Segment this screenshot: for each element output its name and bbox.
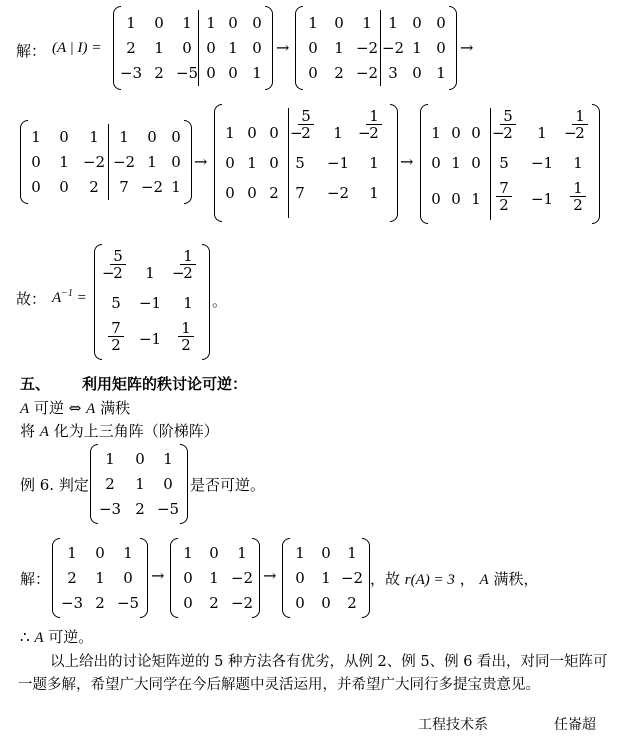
matrix-cell: 0 (451, 124, 461, 142)
fraction (108, 320, 124, 353)
matrix-symbol: A (39, 424, 49, 440)
matrix-cell: 1 (362, 14, 372, 32)
matrix-cell: 0 (206, 64, 216, 82)
rank-matrix-3 (282, 538, 370, 618)
matrix-cell: 0 (247, 124, 257, 142)
matrix-cell: −1 (138, 330, 162, 348)
fraction-numerator: 7 (496, 180, 512, 197)
matrix-cell: 2 (347, 594, 357, 612)
fraction (178, 320, 194, 353)
matrix-cell: 1 (471, 190, 481, 208)
matrix-cell: 1 (154, 39, 164, 57)
rank-matrix-1 (52, 538, 148, 618)
footer-department: 工程技术系 (418, 717, 488, 733)
arrow-icon: → (276, 38, 290, 57)
matrix-augmented-4 (214, 104, 398, 222)
matrix-cell: 1 (295, 544, 305, 562)
fraction-numerator: 1 (178, 320, 194, 337)
matrix-cell: 0 (206, 39, 216, 57)
fraction-denominator: 2 (111, 336, 121, 354)
matrix-cell: 0 (135, 450, 145, 468)
matrix-cell: 0 (451, 190, 461, 208)
matrix-cell: 0 (209, 544, 219, 562)
matrix-cell: −2 (381, 39, 405, 57)
matrix-cell: −5 (175, 64, 199, 82)
matrix-cell: −2 (340, 569, 364, 587)
matrix-cell: 0 (247, 184, 257, 202)
matrix-cell: 0 (171, 128, 181, 146)
matrix-cell: 1 (225, 124, 235, 142)
matrix-cell: 0 (31, 178, 41, 196)
matrix-augmented-2 (295, 6, 457, 90)
matrix-cell: 0 (225, 154, 235, 172)
matrix-cell: 1 (182, 14, 192, 32)
matrix-cell: 0 (431, 190, 441, 208)
matrix-cell: −5 (116, 594, 140, 612)
matrix-cell: 1 (431, 124, 441, 142)
matrix-cell: 3 (388, 64, 398, 82)
fraction-numerator: 1 (180, 248, 196, 265)
fraction (110, 248, 126, 281)
matrix-cell: 1 (369, 154, 379, 172)
rule-line-1 (20, 397, 130, 418)
matrix-cell: 1 (183, 294, 193, 312)
matrix-cell: −2 (230, 594, 254, 612)
matrix-cell: −2 (140, 178, 164, 196)
matrix-cell: 0 (308, 64, 318, 82)
matrix-cell: 0 (228, 64, 238, 82)
matrix-cell: 1 (334, 39, 344, 57)
example6-question: 是否可逆。 (190, 476, 266, 494)
matrix-cell: 1 (321, 569, 331, 587)
matrix-cell: 1 (147, 153, 157, 171)
matrix-cell: −5 (156, 500, 180, 518)
matrix-cell: 0 (412, 64, 422, 82)
matrix-cell: −3 (60, 594, 84, 612)
matrix-cell: 2 (67, 569, 77, 587)
matrix-cell: 1 (119, 128, 129, 146)
rank-conclusion (370, 568, 538, 589)
matrix-cell: 0 (228, 14, 238, 32)
matrix-cell: 1 (333, 124, 343, 142)
matrix-symbol: A (86, 401, 96, 417)
fraction-denominator: 2 (369, 124, 379, 142)
summary-line-1: 以上给出的讨论矩阵逆的 5 种方法各有优劣，从例 2、例 5、例 6 看出，对同一矩阵可 (50, 654, 608, 670)
matrix-cell: 1 (31, 128, 41, 146)
arrow-icon: → (460, 38, 474, 57)
fraction-denominator: 2 (301, 124, 311, 142)
summary-line-2: 一题多解，希望广大同学在今后解题中灵活运用，并希望广大同行多提宝贵意见。 (18, 677, 540, 693)
solution-label: 解： (16, 42, 47, 60)
full-rank-text: 满秩， (493, 570, 539, 588)
matrix-cell: 1 (171, 178, 181, 196)
matrix-cell: −2 (112, 153, 136, 171)
matrix-cell: 1 (95, 569, 105, 587)
matrix-cell: 7 (119, 178, 129, 196)
matrix-cell: 0 (295, 594, 305, 612)
minus-sign: − (358, 124, 371, 142)
fraction (572, 108, 588, 141)
matrix-cell: 1 (347, 544, 357, 562)
matrix-cell: 0 (183, 569, 193, 587)
matrix-cell: 5 (111, 294, 121, 312)
matrix-cell: 1 (451, 154, 461, 172)
example6-matrix (90, 444, 188, 524)
fraction (496, 180, 512, 213)
arrow-icon: → (263, 566, 277, 585)
matrix-cell: 0 (154, 14, 164, 32)
matrix-cell: −1 (530, 154, 554, 172)
fraction-denominator: 2 (183, 264, 193, 282)
augmented-expression: (A | I) = (52, 40, 102, 56)
matrix-cell: 0 (163, 475, 173, 493)
matrix-cell: 1 (163, 450, 173, 468)
fraction-numerator: 1 (366, 108, 382, 125)
conclusion-line (20, 626, 93, 647)
matrix-cell: 0 (412, 14, 422, 32)
matrix-cell: 0 (171, 153, 181, 171)
matrix-cell: 2 (95, 594, 105, 612)
matrix-cell: 1 (209, 569, 219, 587)
matrix-cell: 2 (89, 178, 99, 196)
matrix-cell: 0 (308, 39, 318, 57)
full-rank-text: 满秩 (100, 399, 131, 417)
rank-comma: ， (459, 570, 475, 588)
matrix-symbol: A (34, 630, 44, 646)
matrix-cell: 0 (431, 154, 441, 172)
inverse-base: A (52, 290, 62, 306)
fraction (570, 180, 586, 213)
matrix-cell: 5 (295, 154, 305, 172)
minus-sign: − (102, 264, 115, 282)
matrix-cell: 0 (252, 39, 262, 57)
matrix-cell: 0 (334, 14, 344, 32)
fraction (180, 248, 196, 281)
matrix-cell: 1 (228, 39, 238, 57)
matrix-cell: 7 (295, 184, 305, 202)
matrix-cell: 1 (67, 544, 77, 562)
iff-arrow-icon: ⇔ (68, 399, 82, 417)
matrix-cell: 0 (471, 124, 481, 142)
matrix-cell: 1 (537, 124, 547, 142)
matrix-cell: 0 (95, 544, 105, 562)
matrix-cell: 0 (269, 154, 279, 172)
matrix-cell: 5 (499, 154, 509, 172)
matrix-cell: 2 (154, 64, 164, 82)
equals-sign: = (76, 290, 87, 306)
fraction (298, 108, 314, 141)
matrix-cell: 1 (247, 154, 257, 172)
matrix-cell: 1 (59, 153, 69, 171)
matrix-augmented-3 (20, 120, 192, 204)
fraction-numerator: 5 (298, 108, 314, 125)
matrix-cell: 1 (183, 544, 193, 562)
therefore-icon: ∴ (20, 628, 30, 646)
matrix-cell: 0 (147, 128, 157, 146)
matrix-cell: 1 (145, 264, 155, 282)
fraction-numerator: 5 (500, 108, 516, 125)
matrix-cell: 2 (209, 594, 219, 612)
matrix-cell: 1 (237, 544, 247, 562)
minus-sign: − (172, 264, 185, 282)
matrix-cell: −2 (82, 153, 106, 171)
rank-expression: r(A) = 3 (404, 572, 455, 588)
fraction-denominator: 2 (503, 124, 513, 142)
example6-label: 例 6. 判定 (20, 476, 89, 494)
fraction-denominator: 2 (573, 196, 583, 214)
matrix-cell: 1 (573, 154, 583, 172)
inverse-period: 。 (212, 292, 228, 310)
invertible-text: 可逆 (33, 399, 64, 417)
rank-matrix-2 (170, 538, 260, 618)
matrix-cell: 0 (182, 39, 192, 57)
inverse-exponent: −1 (61, 288, 73, 299)
rule-line-2-prefix: 将 (20, 422, 36, 440)
matrix-cell: 1 (412, 39, 422, 57)
matrix-cell: 1 (308, 14, 318, 32)
matrix-cell: 0 (59, 128, 69, 146)
matrix-cell: 0 (225, 184, 235, 202)
matrix-cell: 0 (295, 569, 305, 587)
matrix-cell: 1 (123, 544, 133, 562)
matrix-cell: −3 (119, 64, 143, 82)
matrix-cell: −1 (530, 190, 554, 208)
matrix-cell: −2 (355, 64, 379, 82)
matrix-cell: 0 (252, 14, 262, 32)
rule-line-2-text: 化为上三角阵（阶梯阵） (53, 422, 219, 440)
footer-author: 任崙超 (554, 717, 596, 733)
matrix-cell: −1 (326, 154, 350, 172)
fraction-numerator: 1 (572, 108, 588, 125)
matrix-cell: 1 (126, 14, 136, 32)
fraction-denominator: 2 (113, 264, 123, 282)
arrow-icon: → (151, 566, 165, 585)
matrix-augmented-5 (420, 104, 600, 224)
matrix-cell: 0 (183, 594, 193, 612)
fraction-denominator: 2 (499, 196, 509, 214)
fraction (500, 108, 516, 141)
matrix-cell: 2 (334, 64, 344, 82)
matrix-cell: −3 (98, 500, 122, 518)
section-title: 利用矩阵的秩讨论可逆： (82, 375, 248, 393)
matrix-cell: 1 (89, 128, 99, 146)
rank-prefix: ，故 (370, 570, 401, 588)
section-number: 五、 (20, 375, 51, 393)
matrix-cell: 1 (436, 64, 446, 82)
conclusion-text: 可逆。 (48, 628, 94, 646)
matrix-cell: 1 (369, 184, 379, 202)
matrix-cell: 2 (269, 184, 279, 202)
minus-sign: − (290, 124, 303, 142)
matrix-cell: 1 (105, 450, 115, 468)
fraction-numerator: 7 (108, 320, 124, 337)
minus-sign: − (492, 124, 505, 142)
fraction-denominator: 2 (181, 336, 191, 354)
matrix-cell: 0 (436, 14, 446, 32)
matrix-cell: 0 (269, 124, 279, 142)
matrix-cell: 2 (105, 475, 115, 493)
matrix-cell: 0 (31, 153, 41, 171)
matrix-cell: −2 (230, 569, 254, 587)
inverse-symbol (52, 288, 87, 307)
matrix-cell: 1 (252, 64, 262, 82)
matrix-cell: 0 (123, 569, 133, 587)
minus-sign: − (564, 124, 577, 142)
rule-line-2 (20, 420, 219, 441)
matrix-cell: 0 (321, 594, 331, 612)
matrix-cell: −2 (326, 184, 350, 202)
matrix-cell: 2 (126, 39, 136, 57)
matrix-cell: −1 (138, 294, 162, 312)
therefore-label: 故： (16, 290, 47, 308)
matrix-cell: 1 (206, 14, 216, 32)
arrow-icon: → (194, 152, 208, 171)
matrix-cell: −2 (355, 39, 379, 57)
inverse-matrix (94, 244, 210, 360)
matrix-cell: 0 (59, 178, 69, 196)
fraction (366, 108, 382, 141)
matrix-cell: 2 (135, 500, 145, 518)
solution2-label: 解： (20, 570, 51, 588)
matrix-cell: 1 (135, 475, 145, 493)
fraction-numerator: 1 (570, 180, 586, 197)
fraction-numerator: 5 (110, 248, 126, 265)
fraction-denominator: 2 (575, 124, 585, 142)
matrix-symbol: A (479, 572, 489, 588)
matrix-symbol: A (20, 401, 30, 417)
matrix-cell: 0 (321, 544, 331, 562)
matrix-cell: 1 (388, 14, 398, 32)
matrix-augmented-1 (113, 6, 273, 90)
arrow-icon: → (400, 152, 414, 171)
matrix-cell: 0 (436, 39, 446, 57)
matrix-cell: 0 (471, 154, 481, 172)
